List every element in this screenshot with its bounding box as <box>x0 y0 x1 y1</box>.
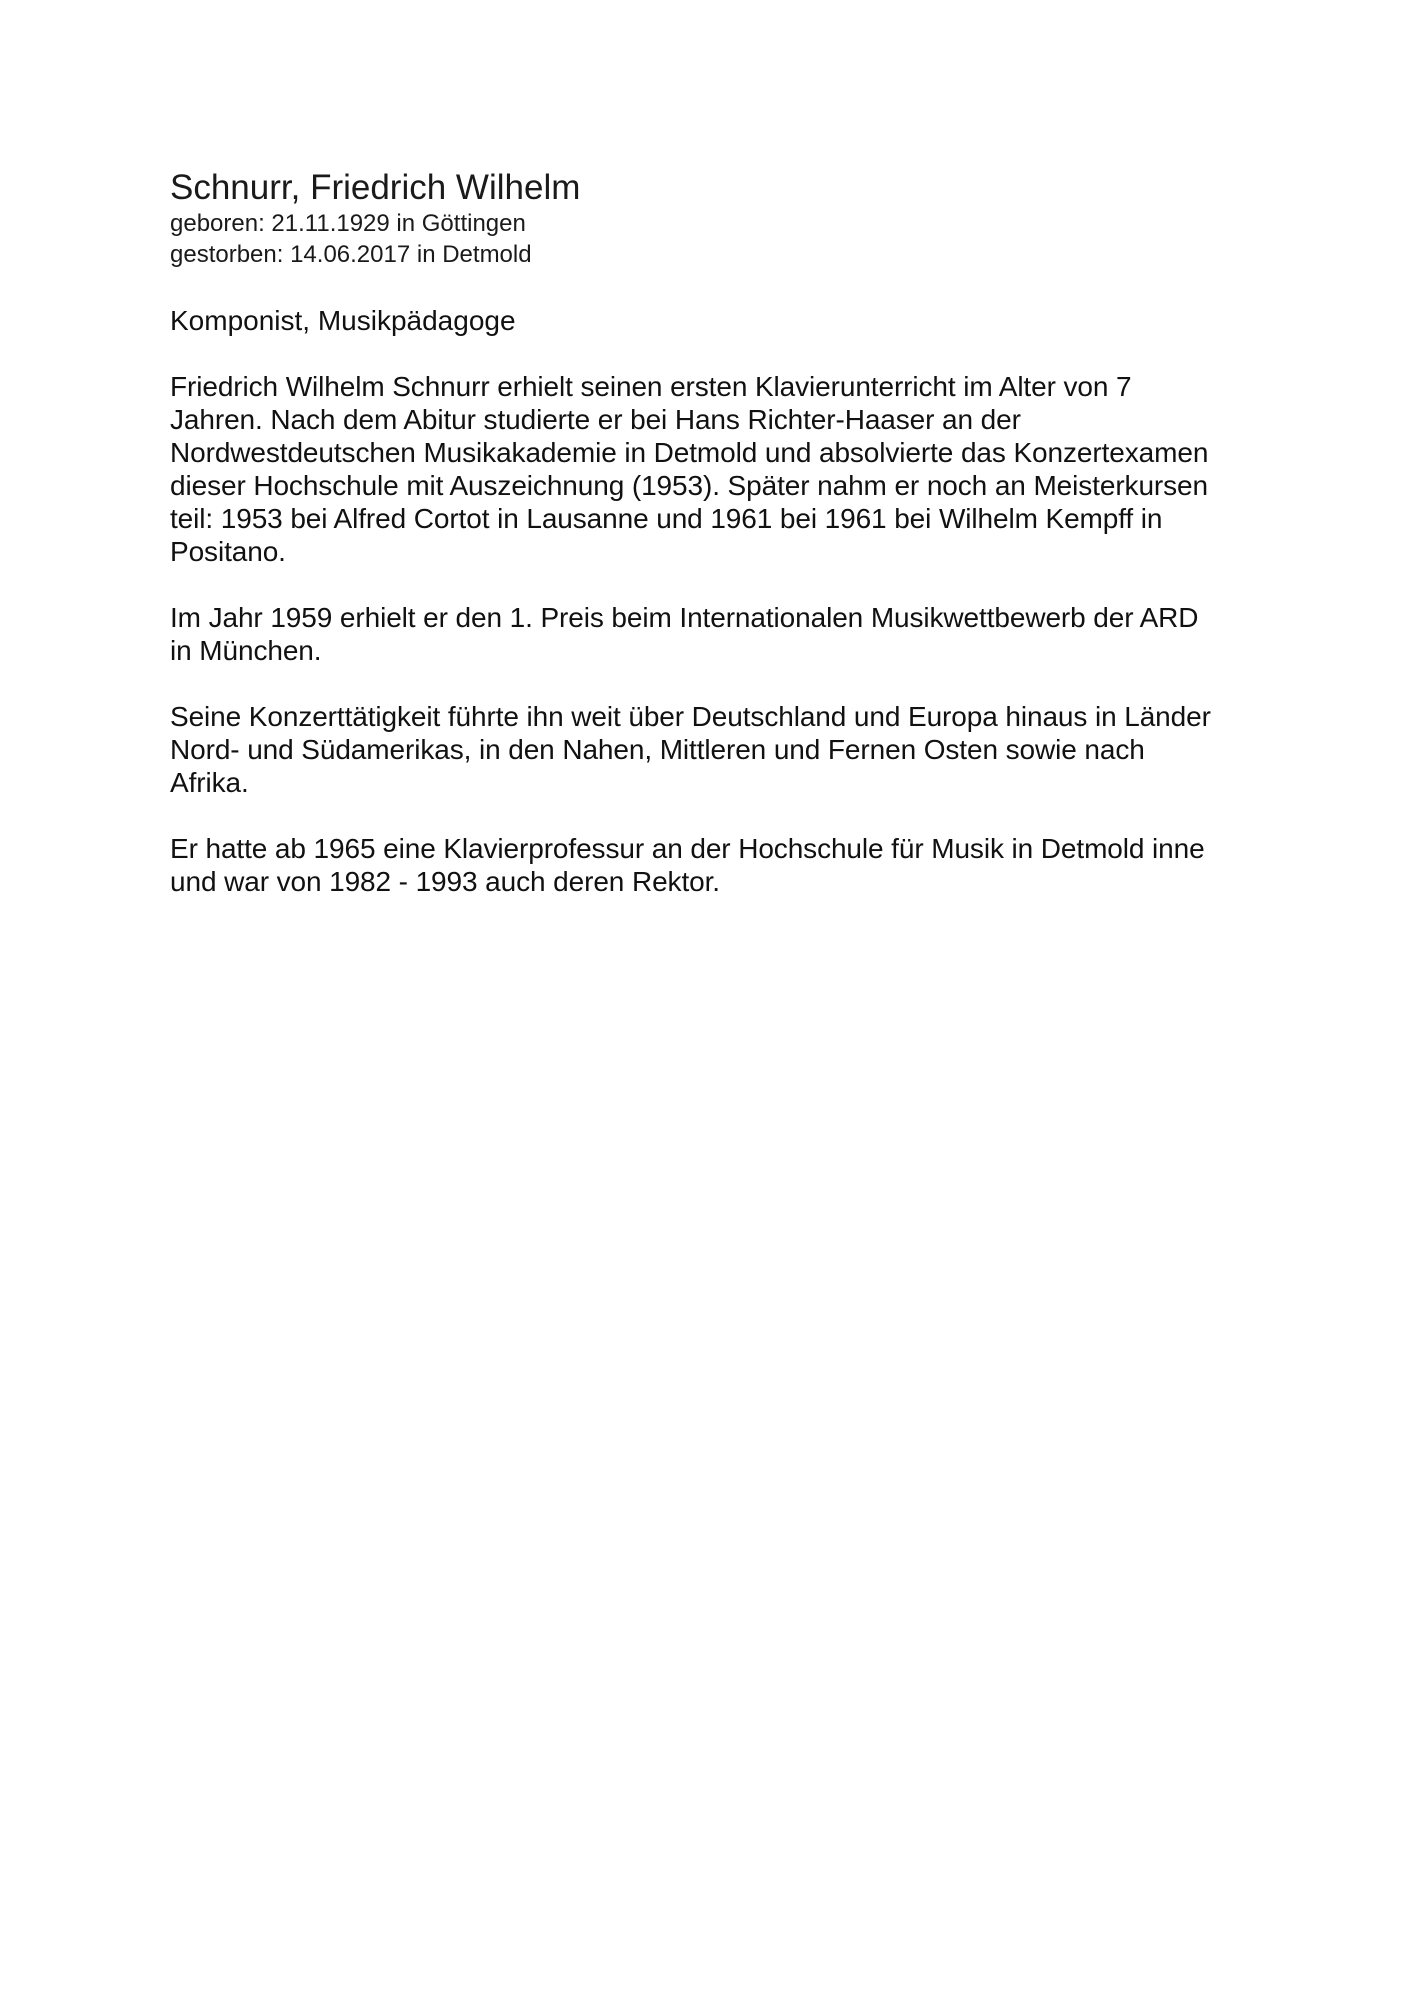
document-body <box>170 168 1260 898</box>
paragraph-line: Er hatte ab 1965 eine Klavierprofessur an der Hochschule für Musik in Detmold inne <box>170 833 1205 864</box>
paragraph-line: Afrika. <box>170 767 249 798</box>
paragraph-line: Positano. <box>170 536 286 567</box>
paragraph-line: und war von 1982 - 1993 auch deren Rektor. <box>170 866 720 897</box>
person-name-heading: Schnurr, Friedrich Wilhelm <box>170 168 581 207</box>
paragraph-line: dieser Hochschule mit Auszeichnung (1953). Später nahm er noch an Meisterkursen <box>170 470 1208 501</box>
biography-paragraph-3 <box>170 700 1260 799</box>
paragraph-line: Im Jahr 1959 erhielt er den 1. Preis beim Internationalen Musikwettbewerb der ARD <box>170 602 1199 633</box>
paragraph-line: Nordwestdeutschen Musikakademie in Detmold und absolvierte das Konzertexamen <box>170 437 1209 468</box>
death-line: gestorben: 14.06.2017 in Detmold <box>170 241 532 268</box>
paragraph-line: teil: 1953 bei Alfred Cortot in Lausanne und 1961 bei 1961 bei Wilhelm Kempff in <box>170 503 1163 534</box>
birth-line: geboren: 21.11.1929 in Göttingen <box>170 210 526 237</box>
paragraph-line: in München. <box>170 635 322 666</box>
paragraph-line: Friedrich Wilhelm Schnurr erhielt seinen ersten Klavierunterricht im Alter von 7 <box>170 371 1132 402</box>
paragraph-line: Seine Konzerttätigkeit führte ihn weit über Deutschland und Europa hinaus in Länder <box>170 701 1211 732</box>
profession-line: Komponist, Musikpädagoge <box>170 305 516 336</box>
biography-paragraph-4 <box>170 832 1260 898</box>
paragraph-line: Jahren. Nach dem Abitur studierte er bei Hans Richter-Haaser an der <box>170 404 1021 435</box>
biography-paragraph-2 <box>170 601 1260 667</box>
biography-paragraph-1 <box>170 370 1260 568</box>
paragraph-line: Nord- und Südamerikas, in den Nahen, Mittleren und Fernen Osten sowie nach <box>170 734 1145 765</box>
